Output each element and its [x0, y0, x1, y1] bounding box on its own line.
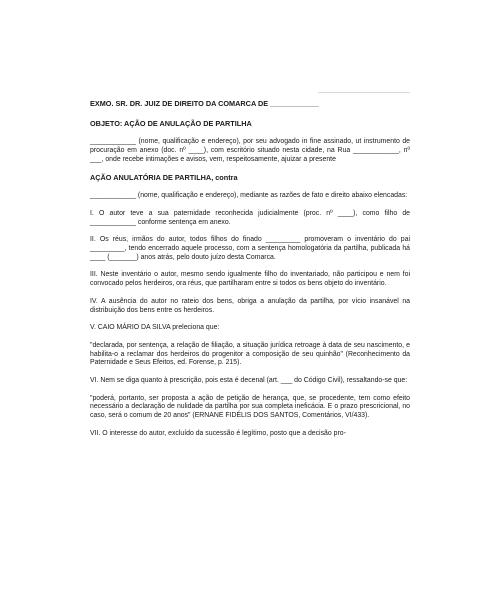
court-heading: EXMO. SR. DR. JUIZ DE DIREITO DA COMARCA DE ____________: [90, 99, 319, 108]
item-v: V. CAIO MÁRIO DA SILVA preleciona que:: [90, 324, 220, 332]
item-iii: III. Neste inventário o autor, mesmo sendo igualmente filho do inventariado, não participou e nem foi convocado pelos herdeiros, ora réus, que partilharam entre si todos os bens objeto do inventário.: [90, 271, 410, 288]
header-divider: [318, 92, 410, 93]
item-vi: VI. Nem se diga quanto à prescrição, pois esta é decenal (art. ___ do Código Civil), ressaltando-se que:: [90, 377, 408, 385]
action-heading: AÇÃO ANULATÓRIA DE PARTILHA, contra: [90, 172, 238, 182]
item-ii: II. Os réus, irmãos do autor, todos filhos do finado _________ promoveram o inventário do pai _________, tendo encerrado aquele processo, com a sentença homologatória da partilha, publicada há ____ (_______) anos atrás, pelo douto juízo desta Comarca.: [90, 236, 410, 261]
item-iv: IV. A ausência do autor no rateio dos bens, obriga a anulação da partilha, por vício insanável na distribuição dos bens entre os herdeiros.: [90, 297, 410, 314]
item-vii: VII. O interesse do autor, excluído da sucessão é legítimo, posto que a decisão pro-: [90, 429, 346, 437]
intro-paragraph: ____________ (nome, qualificação e endereço), por seu advogado in fine assinado, ut instrumento de procuração em anexo (doc. nº ____), com escritório situado nesta cidade, na Rua ____________, nº ___, onde recebe intimações e avisos, vem, respeitosamente, ajuizar a presente: [90, 138, 410, 163]
defendants-paragraph: ____________ (nome, qualificação e endereço), mediante as razões de fato e direito abaixo elencadas:: [90, 192, 408, 200]
quote-caio-mario: "declarada, por sentença, a relação de filiação, a situação jurídica retroage à data de seu nascimento, e habilita-o a reclamar dos herdeiros do progenitor a composição de seu quinhão" (Reconhecimento da Paternidade e Seus Efeitos, ed. Forense, p. 215).: [90, 341, 410, 367]
item-i: I. O autor teve a sua paternidade reconhecida judicialmente (proc. nº ____), como filho de ____________ conforme sentença em anexo.: [90, 209, 410, 226]
object-heading: OBJETO: AÇÃO DE ANULAÇÃO DE PARTILHA: [90, 118, 252, 128]
document-body: [90, 100, 410, 448]
quote-ernane-fidelis: "poderá, portanto, ser proposta a ação de petição de herança, que, se procedente, tem como efeito necessário a declaração de nulidade da partilha por sua completa ineficácia. E o prazo prescricional, no caso, será o comum de 20 anos" (ERNANE FIDÉLIS DOS SANTOS, Comentários, VI/433).: [90, 394, 410, 420]
